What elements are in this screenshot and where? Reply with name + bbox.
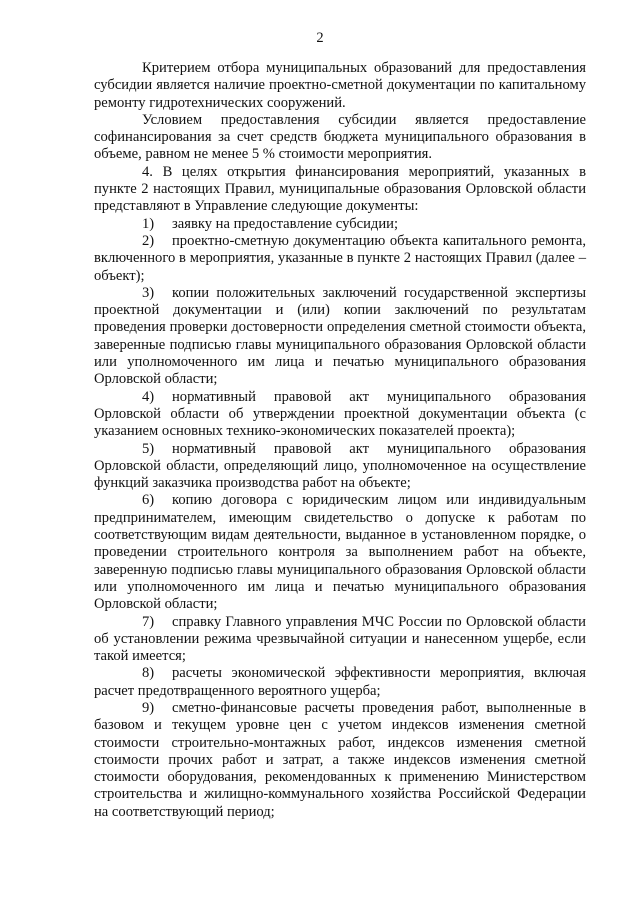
- list-item-text: копию договора с юридическим лицом или индивидуальным предпринимателем, имеющим свидетельство о допуске к работам по соответствующим видам деятельности, выданное в установленном порядке, о проведении строительного контроля за выполнением работ на объекте, заверенную подписью главы муниципального образования Орловской области или уполномоченного им лица и печатью муниципального образования Орловской области;: [94, 492, 586, 613]
- list-item-number: 9): [142, 699, 155, 716]
- list-item: [94, 389, 586, 441]
- list-item-text: расчеты экономической эффективности мероприятия, включая расчет предотвращенного вероятного ущерба;: [94, 665, 586, 699]
- list-item-number: 5): [142, 440, 155, 457]
- paragraph-cofinancing-condition: Условием предоставления субсидии является предоставление софинансирования за счет средств бюджета муниципального образования в объеме, равном не менее 5 % стоимости мероприятия.: [94, 111, 586, 163]
- list-item: [94, 700, 586, 821]
- list-item-text: заявку на предоставление субсидии;: [172, 215, 399, 232]
- list-item: [94, 216, 586, 233]
- list-item: [94, 614, 586, 666]
- list-item: [94, 285, 586, 389]
- paragraph-selection-criterion: Критерием отбора муниципальных образований для предоставления субсидии является наличие проектно-сметной документации по капитальному ремонту гидротехнических сооружений.: [94, 60, 586, 111]
- page-number: 2: [316, 30, 324, 46]
- list-item-text: нормативный правовой акт муниципального образования Орловской области об утверждении проектной документации объекта (с указанием основных технико-экономических показателей проекта);: [94, 388, 586, 440]
- list-item-text: нормативный правовой акт муниципального образования Орловской области, определяющий лицо, уполномоченное на осуществление функций заказчика производства работ на объекте;: [94, 440, 586, 492]
- document-body: [94, 60, 586, 821]
- list-item-number: 8): [142, 665, 155, 682]
- list-item: [94, 233, 586, 285]
- list-item-text: копии положительных заключений государственной экспертизы проектной документации и (или) копии заключений по результатам проведения проверки достоверности определения сметной стоимости объекта, заверенные подписью главы муниципального образования Орловской области или уполномоченного им лица и печатью муниципального образования Орловской области;: [94, 284, 586, 388]
- list-item-number: 2): [142, 232, 155, 249]
- list-item-number: 6): [142, 492, 155, 509]
- list-item-number: 4): [142, 388, 155, 405]
- list-item-text: справку Главного управления МЧС России по Орловской области об установлении режима чрезвычайной ситуации и нанесенном ущербе, если такой имеется;: [94, 613, 586, 665]
- list-item: [94, 492, 586, 613]
- list-item-number: 7): [142, 613, 155, 630]
- list-item-text: проектно-сметную документацию объекта капитального ремонта, включенного в мероприятия, указанные в пункте 2 настоящих Правил (далее – объект);: [94, 232, 586, 284]
- list-item: [94, 441, 586, 493]
- list-item-text: сметно-финансовые расчеты проведения работ, выполненные в базовом и текущем уровне цен с учетом индексов изменения сметной стоимости строительно-монтажных работ, индексов изменения сметной стоимости прочих работ и затрат, а также индексов изменения сметной стоимости оборудования, рекомендованных к применению Министерством строительства и жилищно-коммунального хозяйства Российской Федерации на соответствующий период;: [94, 699, 586, 820]
- list-item-number: 1): [142, 215, 155, 232]
- paragraph-clause-4: 4. В целях открытия финансирования мероприятий, указанных в пункте 2 настоящих Правил, муниципальные образования Орловской области представляют в Управление следующие документы:: [94, 163, 586, 215]
- list-item-number: 3): [142, 284, 155, 301]
- list-item: [94, 665, 586, 700]
